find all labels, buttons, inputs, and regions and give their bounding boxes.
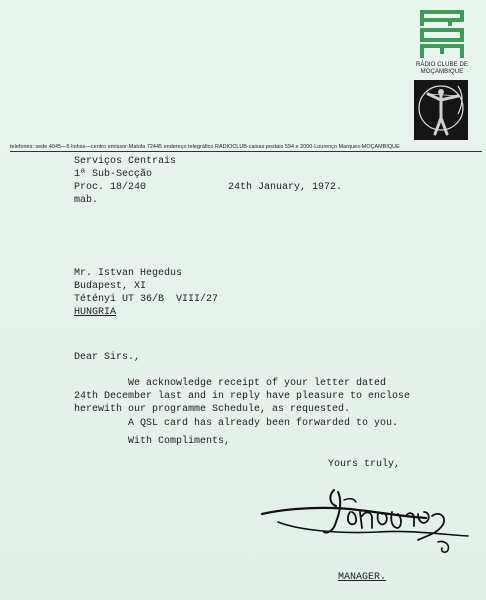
letterhead-contact-line: telefones: sede 4045—5 linhas—centro emissor-Matola 72445 endereço telegráfico RADIOCLUB-caixas postais 594 e 2000-Lourenço Marques-MOÇAMBIQUE xyxy=(10,144,400,150)
address-name: Mr. Istvan Hegedus xyxy=(74,268,183,279)
closing: Yours truly, xyxy=(328,459,401,470)
radio-name-line2: MOÇAMBIQUE xyxy=(420,69,464,75)
reference-line3: Proc. 18/240 xyxy=(74,182,147,193)
reference-line4: mab. xyxy=(74,195,99,206)
paragraph1-line1: We acknowledge receipt of your letter dated xyxy=(128,378,387,389)
address-country: HUNGRIA xyxy=(74,307,117,318)
letterhead-divider xyxy=(10,151,482,152)
handwritten-signature xyxy=(258,482,478,562)
address-street: Tétényi UT 36/B VIII/27 xyxy=(74,294,219,305)
letter-date: 24th January, 1972. xyxy=(228,182,343,193)
radio-name xyxy=(410,62,474,76)
address-city: Budapest, XI xyxy=(74,281,147,292)
paragraph2: A QSL card has already been forwarded to you. xyxy=(128,418,399,429)
compliments: With Compliments, xyxy=(128,436,231,447)
paragraph1-line3: herewith our programme Schedule, as requested. xyxy=(74,404,351,415)
radio-name-line1: RÁDIO CLUBE DE xyxy=(415,62,469,68)
reference-line2: 1ª Sub-Secção xyxy=(74,169,153,180)
rdm-logo-icon xyxy=(418,8,466,60)
archer-emblem-icon xyxy=(414,80,468,140)
signatory-title: MANAGER. xyxy=(338,572,387,583)
salutation: Dear Sirs., xyxy=(74,352,141,363)
paragraph1-line2: 24th December last and in reply have pleasure to enclose xyxy=(74,391,411,402)
reference-line1: Serviços Centrais xyxy=(74,156,177,167)
